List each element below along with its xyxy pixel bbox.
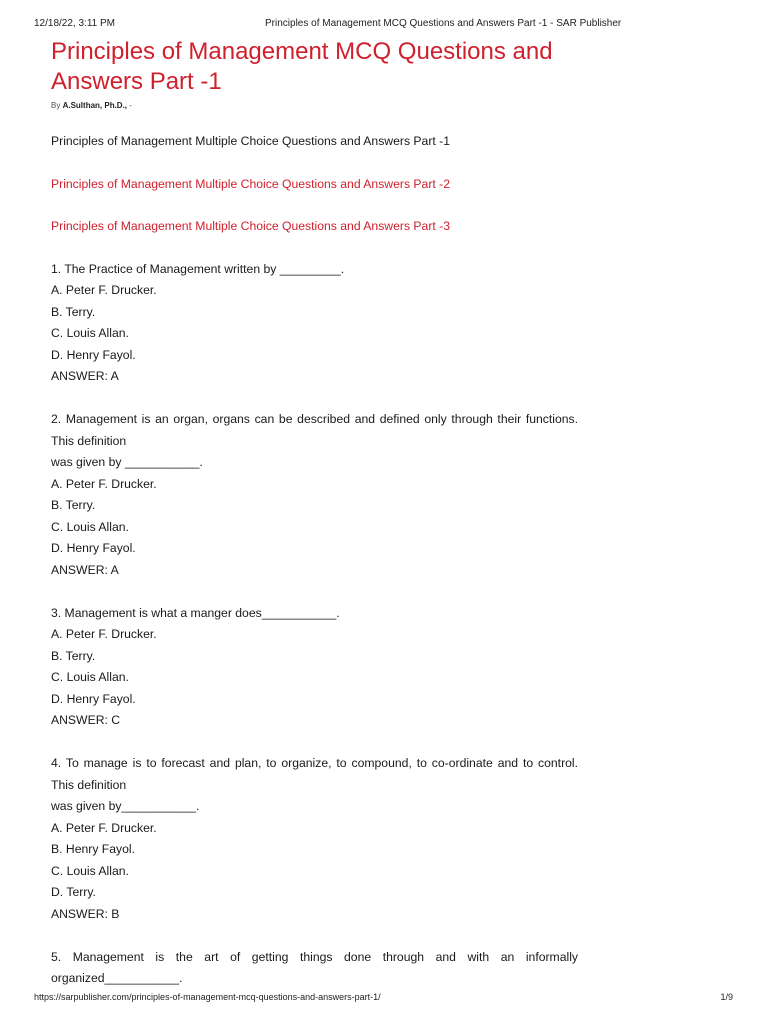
answer: ANSWER: A xyxy=(51,369,119,383)
question-text: 5. Management is the art of getting things done through and with an informally organized___________. xyxy=(51,949,578,985)
answer: ANSWER: A xyxy=(51,562,119,577)
question-4 xyxy=(51,753,578,925)
option-b: B. Henry Fayol. xyxy=(51,842,135,856)
page-url: https://sarpublisher.com/principles-of-management-mcq-questions-and-answers-part-1/ xyxy=(34,992,381,1002)
related-link-part-3[interactable]: Principles of Management Multiple Choice Questions and Answers Part -3 xyxy=(51,219,450,233)
print-footer xyxy=(0,992,768,1016)
byline xyxy=(51,101,132,110)
option-d: D. Henry Fayol. xyxy=(51,691,136,706)
option-d: D. Henry Fayol. xyxy=(51,541,136,555)
article-title: Principles of Management MCQ Questions and Answers Part -1 xyxy=(51,38,553,95)
print-header xyxy=(0,0,768,40)
option-d: D. Henry Fayol. xyxy=(51,347,136,362)
related-link-part-1[interactable]: Principles of Management Multiple Choice Questions and Answers Part -1 xyxy=(51,134,450,148)
question-text: 1. The Practice of Management written by _________. xyxy=(51,261,345,276)
option-a: A. Peter F. Drucker. xyxy=(51,627,157,641)
option-b: B. Terry. xyxy=(51,304,96,319)
question-text-continued: was given by ___________. xyxy=(51,455,203,469)
article-content xyxy=(51,131,578,1011)
question-text: 3. Management is what a manger does___________. xyxy=(51,605,340,620)
option-b: B. Terry. xyxy=(51,498,96,512)
print-date: 12/18/22, 3:11 PM xyxy=(34,18,115,29)
question-2 xyxy=(51,409,578,581)
question-5 xyxy=(51,947,578,990)
option-d: D. Terry. xyxy=(51,885,96,899)
byline-suffix: - xyxy=(127,101,132,110)
option-a: A. Peter F. Drucker. xyxy=(51,476,157,491)
byline-prefix: By xyxy=(51,101,61,110)
option-a: A. Peter F. Drucker. xyxy=(51,283,157,297)
question-text: 2. Management is an organ, organs can be described and defined only through their functions. This definition xyxy=(51,412,578,448)
author-link[interactable]: A.Sulthan, Ph.D., xyxy=(62,101,128,110)
question-1 xyxy=(51,259,578,388)
question-text-continued: was given by___________. xyxy=(51,799,200,813)
option-c: C. Louis Allan. xyxy=(51,670,129,684)
option-a: A. Peter F. Drucker. xyxy=(51,820,157,835)
print-page-title: Principles of Management MCQ Questions and Answers Part -1 - SAR Publisher xyxy=(265,18,622,29)
question-text: 4. To manage is to forecast and plan, to organize, to compound, to co-ordinate and to control. This definition xyxy=(51,756,578,792)
option-c: C. Louis Allan. xyxy=(51,519,129,534)
question-3 xyxy=(51,603,578,732)
option-c: C. Louis Allan. xyxy=(51,326,129,340)
related-link-part-2[interactable]: Principles of Management Multiple Choice Questions and Answers Part -2 xyxy=(51,176,450,191)
answer: ANSWER: C xyxy=(51,713,121,727)
answer: ANSWER: B xyxy=(51,906,120,921)
page-number: 1/9 xyxy=(720,992,733,1002)
option-c: C. Louis Allan. xyxy=(51,863,129,878)
option-b: B. Terry. xyxy=(51,648,96,663)
